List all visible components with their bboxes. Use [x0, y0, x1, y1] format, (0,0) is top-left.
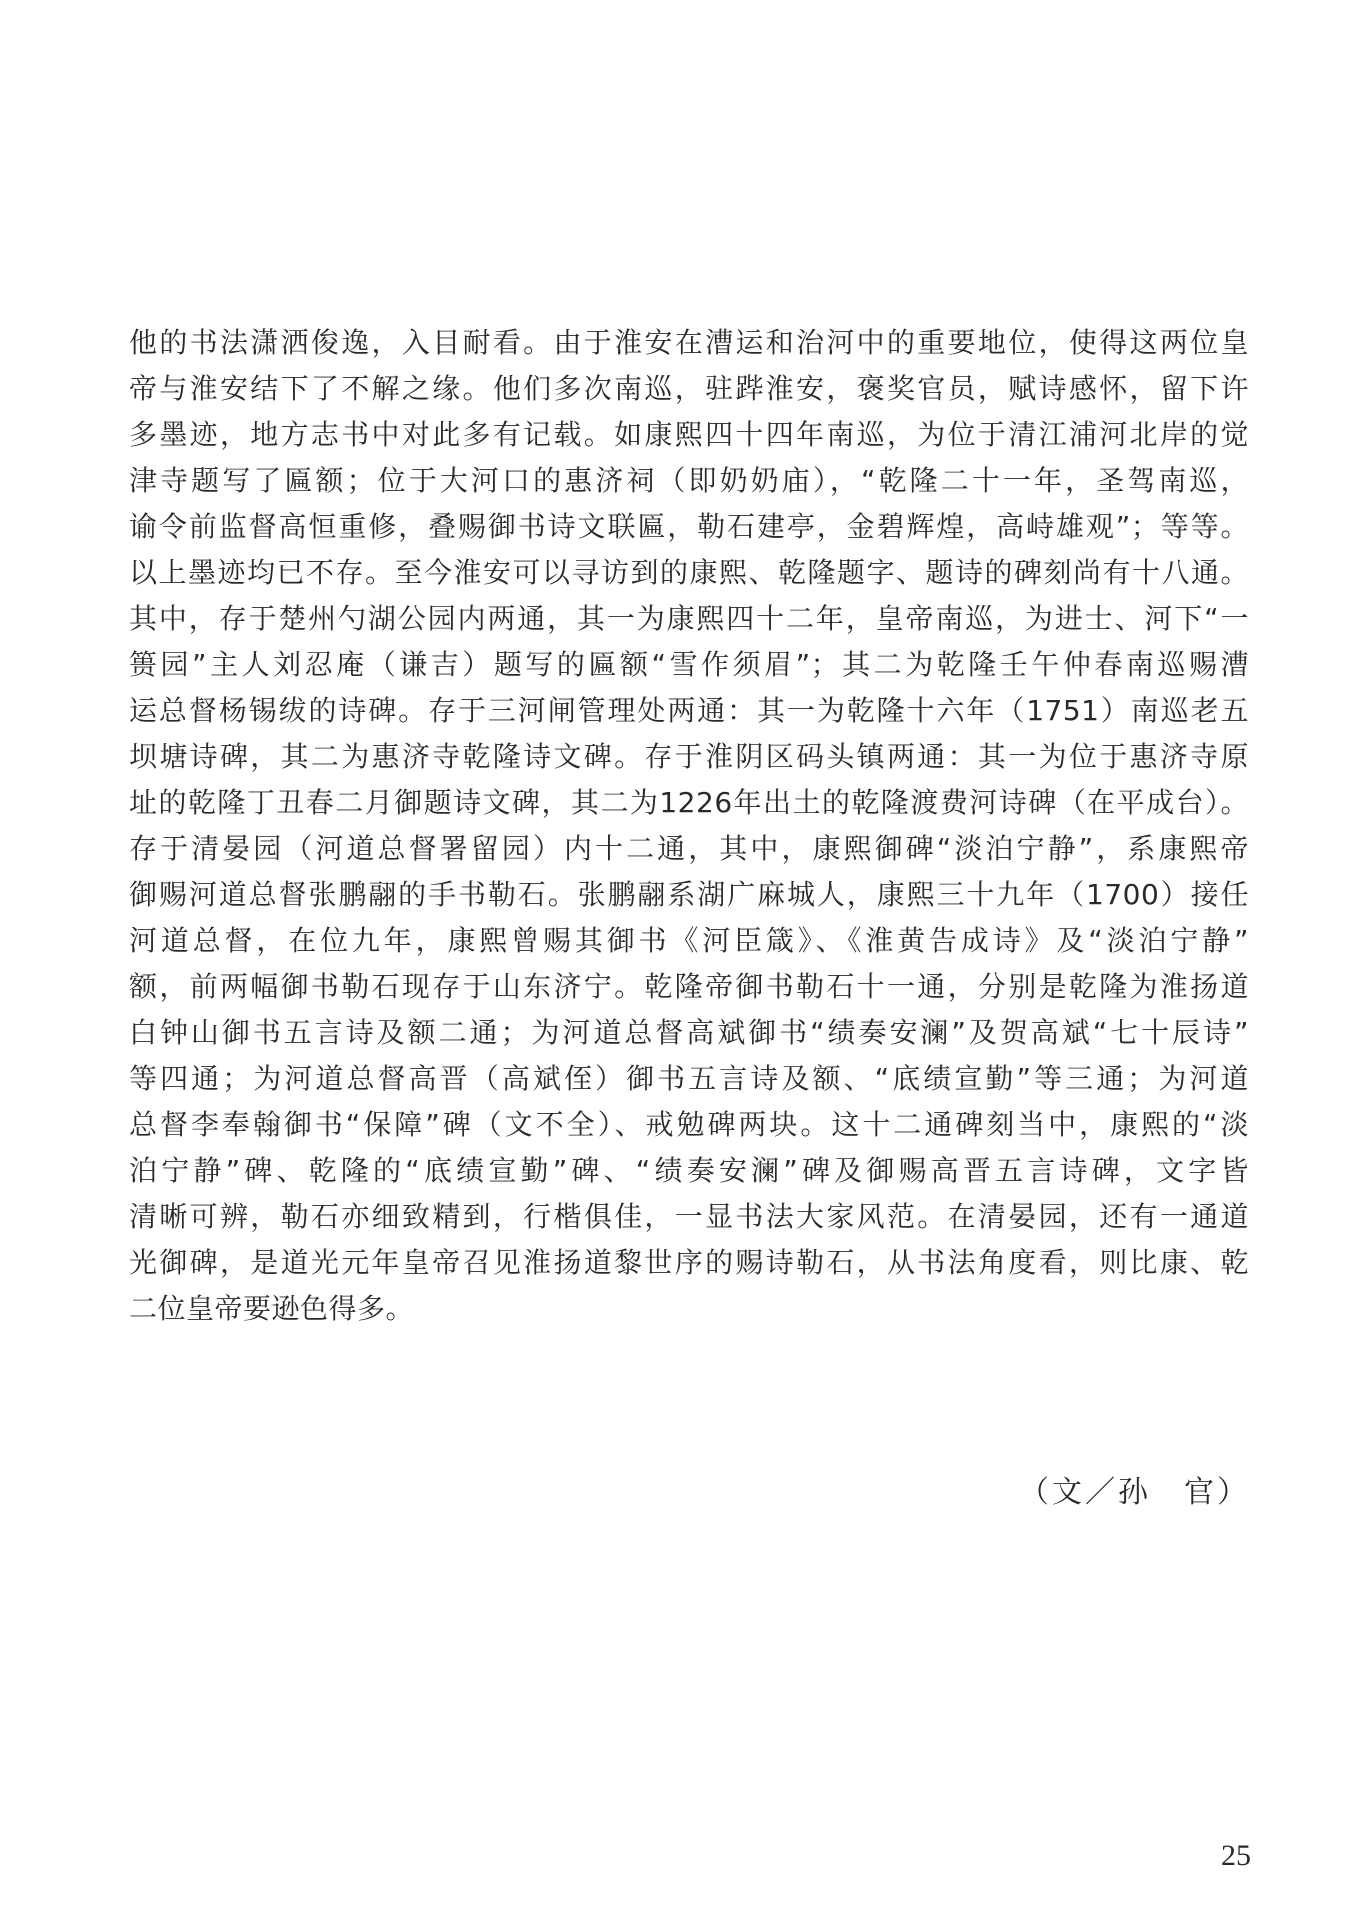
text-line: 光御碑，是道光元年皇帝召见淮扬道黎世序的赐诗勒石，从书法角度看，则比康、乾 — [129, 1246, 1249, 1279]
text-line: 谕令前监督高恒重修，叠赐御书诗文联匾，勒石建亭，金碧辉煌，高峙雄观”；等等。 — [129, 510, 1249, 543]
text-line: 御赐河道总督张鹏翮的手书勒石。张鹏翮系湖广麻城人，康熙三十九年（1700）接任 — [129, 878, 1249, 911]
text-line: 总督李奉翰御书“保障”碑（文不全）、戒勉碑两块。这十二通碑刻当中，康熙的“淡 — [129, 1108, 1249, 1141]
text-line: 其中，存于楚州勺湖公园内两通，其一为康熙四十二年，皇帝南巡，为进士、河下“一 — [129, 602, 1249, 635]
text-line: 他的书法潇洒俊逸，入目耐看。由于淮安在漕运和治河中的重要地位，使得这两位皇 — [129, 326, 1249, 359]
article-body — [129, 320, 1249, 1332]
text-line: 津寺题写了匾额；位于大河口的惠济祠（即奶奶庙），“乾隆二十一年，圣驾南巡， — [129, 464, 1249, 497]
text-line: 篑园”主人刘忍庵（谦吉）题写的匾额“雪作须眉”；其二为乾隆壬午仲春南巡赐漕 — [129, 648, 1249, 681]
text-line: 白钟山御书五言诗及额二通；为河道总督高斌御书“绩奏安澜”及贺高斌“七十辰诗” — [129, 1016, 1249, 1049]
text-line: 帝与淮安结下了不解之缘。他们多次南巡，驻跸淮安，褒奖官员，赋诗感怀，留下许 — [129, 372, 1249, 405]
text-line: 额，前两幅御书勒石现存于山东济宁。乾隆帝御书勒石十一通，分别是乾隆为淮扬道 — [129, 970, 1249, 1003]
text-line: 二位皇帝要逊色得多。 — [129, 1292, 415, 1325]
page-number: 25 — [1221, 1839, 1251, 1872]
text-line: 泊宁静”碑、乾隆的“底绩宣勤”碑、“绩奏安澜”碑及御赐高晋五言诗碑，文字皆 — [129, 1154, 1249, 1187]
text-line: 址的乾隆丁丑春二月御题诗文碑，其二为1226年出土的乾隆渡费河诗碑（在平成台）。 — [129, 786, 1249, 819]
text-line: 以上墨迹均已不存。至今淮安可以寻访到的康熙、乾隆题字、题诗的碑刻尚有十八通。 — [129, 556, 1249, 589]
text-line: 清晰可辨，勒石亦细致精到，行楷俱佳，一显书法大家风范。在清晏园，还有一通道 — [129, 1200, 1249, 1233]
text-line: 多墨迹，地方志书中对此多有记载。如康熙四十四年南巡，为位于清江浦河北岸的觉 — [129, 418, 1249, 451]
author-credit: （文／孙 官） — [1019, 1475, 1250, 1510]
text-line: 等四通；为河道总督高晋（高斌侄）御书五言诗及额、“底绩宣勤”等三通；为河道 — [129, 1062, 1249, 1095]
text-line: 河道总督，在位九年，康熙曾赐其御书《河臣箴》、《淮黄告成诗》及“淡泊宁静” — [129, 924, 1249, 957]
text-line: 运总督杨锡绂的诗碑。存于三河闸管理处两通：其一为乾隆十六年（1751）南巡老五 — [129, 694, 1249, 727]
text-line: 存于清晏园（河道总督署留园）内十二通，其中，康熙御碑“淡泊宁静”，系康熙帝 — [129, 832, 1249, 865]
text-line: 坝塘诗碑，其二为惠济寺乾隆诗文碑。存于淮阴区码头镇两通：其一为位于惠济寺原 — [129, 740, 1249, 773]
